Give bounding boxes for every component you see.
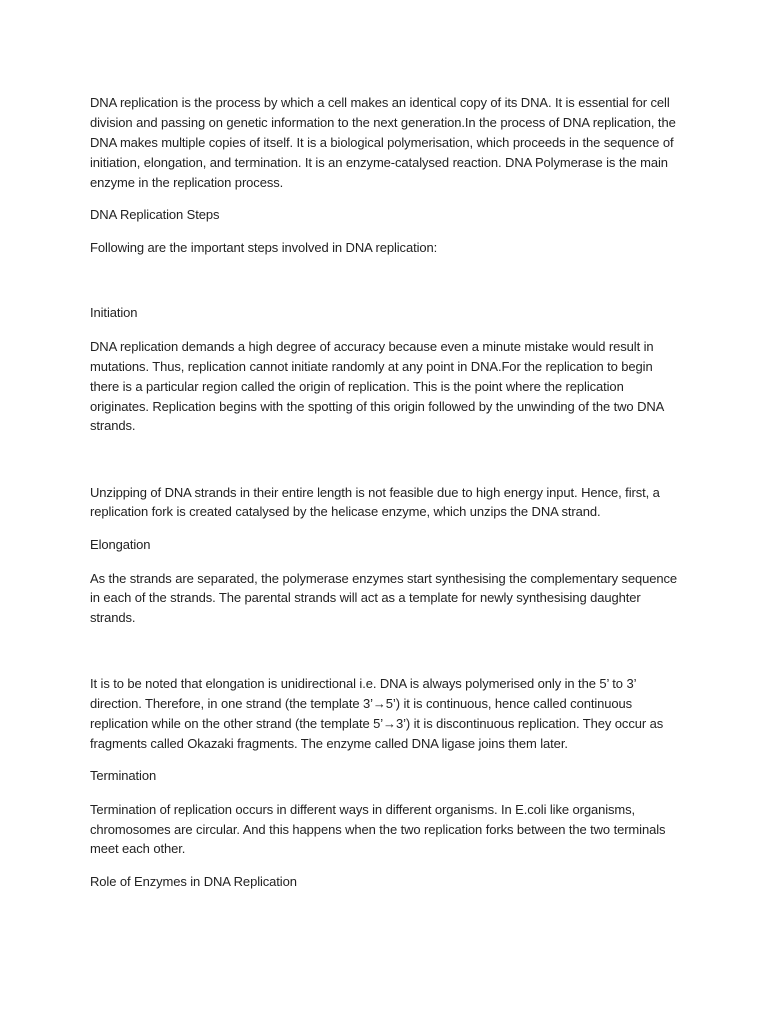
initiation-line: originates. Replication begins with the spotting of this origin followed by the unwinding of the two DNA <box>90 399 665 414</box>
unidirectional-line: fragments called Okazaki fragments. The enzyme called DNA ligase joins them later. <box>90 736 568 751</box>
initiation-line: DNA replication demands a high degree of accuracy because even a minute mistake would result in <box>90 339 654 354</box>
initiation-line: strands. <box>90 418 136 433</box>
unidirectional-line: replication while on the other strand (the template 5’→3’) it is discontinuous replication. They occur as <box>90 716 664 731</box>
intro-line: division and passing on genetic information to the next generation.In the process of DNA replication, the <box>90 115 676 130</box>
elongation-line: strands. <box>90 610 136 625</box>
termination-line: meet each other. <box>90 841 186 856</box>
enzymes-heading: Role of Enzymes in DNA Replication <box>90 874 297 889</box>
initiation-line: mutations. Thus, replication cannot initiate randomly at any point in DNA.For the replication to begin <box>90 359 653 374</box>
steps-heading: DNA Replication Steps <box>90 207 220 222</box>
unidirectional-line: It is to be noted that elongation is unidirectional i.e. DNA is always polymerised only in the 5’ to 3’ <box>90 676 637 691</box>
termination-line: chromosomes are circular. And this happens when the two replication forks between the two terminals <box>90 822 666 837</box>
unzipping-line: replication fork is created catalysed by the helicase enzyme, which unzips the DNA strand. <box>90 504 601 519</box>
initiation-heading: Initiation <box>90 305 138 320</box>
intro-line: DNA makes multiple copies of itself. It is a biological polymerisation, which proceeds in the sequence of <box>90 135 674 150</box>
intro-line: enzyme in the replication process. <box>90 175 284 190</box>
elongation-line: As the strands are separated, the polymerase enzymes start synthesising the complementary sequence <box>90 571 678 586</box>
elongation-heading: Elongation <box>90 537 151 552</box>
elongation-line: in each of the strands. The parental strands will act as a template for newly synthesising daughter <box>90 590 641 605</box>
unzipping-line: Unzipping of DNA strands in their entire length is not feasible due to high energy input. Hence, first, a <box>90 485 660 500</box>
intro-line: DNA replication is the process by which a cell makes an identical copy of its DNA. It is essential for cell <box>90 95 670 110</box>
unidirectional-line: direction. Therefore, in one strand (the template 3’→5’) it is continuous, hence called continuous <box>90 696 633 711</box>
intro-line: initiation, elongation, and termination. It is an enzyme-catalysed reaction. DNA Polymerase is the main <box>90 155 668 170</box>
initiation-line: there is a particular region called the origin of replication. This is the point where the replication <box>90 379 624 394</box>
termination-line: Termination of replication occurs in different ways in different organisms. In E.coli like organisms, <box>90 802 636 817</box>
steps-intro: Following are the important steps involved in DNA replication: <box>90 240 438 255</box>
termination-heading: Termination <box>90 768 157 783</box>
